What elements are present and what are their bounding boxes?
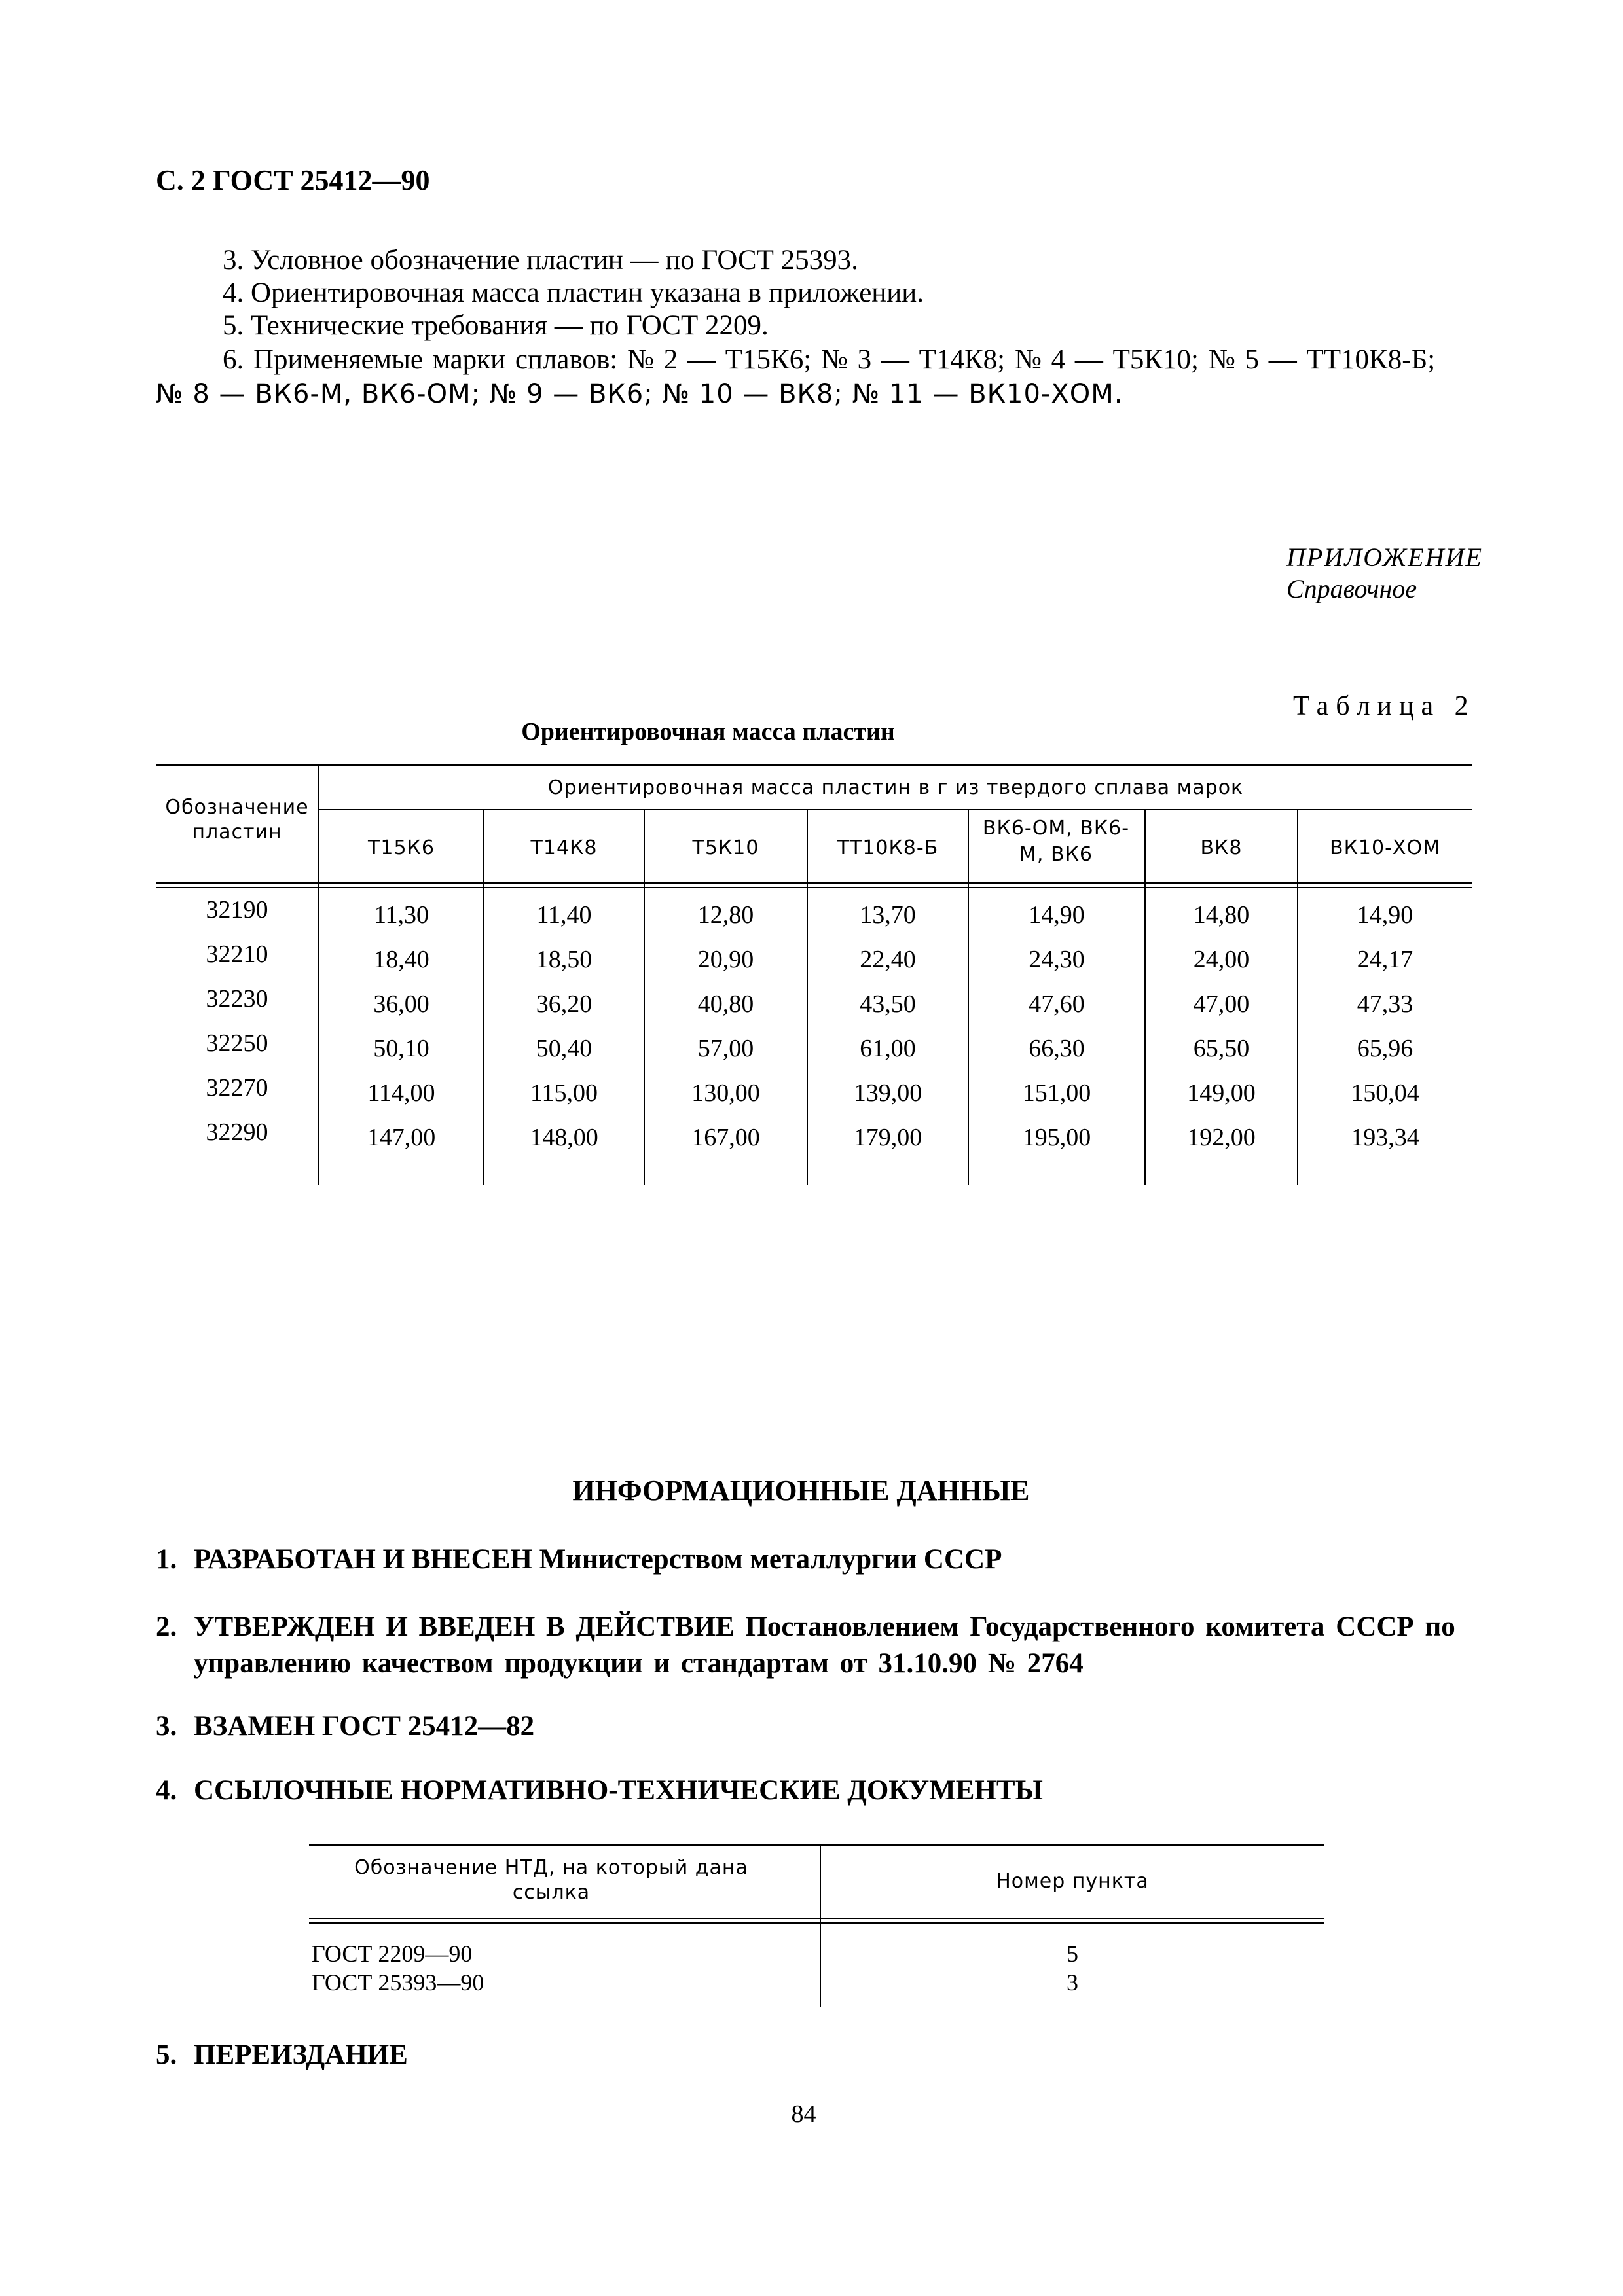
ntd-header-rule-1	[309, 1918, 1324, 1919]
info-title-text: ИНФОРМАЦИОННЫЕ ДАННЫЕ	[572, 1475, 1030, 1507]
table-cell-mass: 130,00	[691, 1079, 760, 1107]
clause-5: 5. Технические требования — по ГОСТ 2209.	[223, 310, 769, 341]
info-item-number: 2.	[156, 1611, 177, 1642]
table-cell-mass: 139,00	[853, 1079, 922, 1107]
table-cell-mass: 36,20	[536, 990, 593, 1018]
ntd-row-document: ГОСТ 2209—90	[312, 1941, 473, 1967]
table-cell-mass: 14,80	[1193, 901, 1250, 929]
table-label: Таблица 2	[1293, 691, 1476, 721]
table-cell-mass: 179,00	[853, 1124, 922, 1151]
table-cell-mass: 24,30	[1029, 946, 1085, 973]
table-cell-mass: 24,17	[1357, 946, 1413, 973]
table-cell-mass: 65,50	[1193, 1035, 1250, 1062]
info-item-text: ВЗАМЕН ГОСТ 25412—82	[194, 1711, 535, 1742]
col-header-t5k10: Т5К10	[692, 836, 759, 859]
table-cell-mass: 18,40	[373, 946, 429, 973]
table-cell-mass: 115,00	[530, 1079, 598, 1107]
table-cell-mass: 11,30	[373, 901, 429, 929]
table-cell-mass: 43,50	[860, 990, 916, 1018]
table-cell-mass: 11,40	[536, 901, 592, 929]
info-item-number: 1.	[156, 1544, 177, 1575]
table-cell-mass: 47,60	[1029, 990, 1085, 1018]
col-header-t15k6: Т15К6	[368, 836, 435, 859]
table-cell-mass: 147,00	[367, 1124, 436, 1151]
info-item-text: ПЕРЕИЗДАНИЕ	[194, 2039, 408, 2070]
table-row-designation: 32270	[206, 1074, 268, 1102]
table-row-designation: 32250	[206, 1030, 268, 1057]
col-header-t14k8: Т14К8	[530, 836, 598, 859]
table-cell-mass: 150,04	[1351, 1079, 1419, 1107]
clause-6-line-2: № 8 — ВК6-М, ВК6-ОМ; № 9 — ВК6; № 10 — ВК8; № 11 — ВК10-ХОМ.	[156, 379, 1123, 409]
table-cell-mass: 57,00	[697, 1035, 754, 1062]
ntd-header-rule-2	[309, 1922, 1324, 1924]
table-row-designation: 32230	[206, 985, 268, 1013]
table-caption	[0, 717, 1623, 746]
ntd-row-clause: 3	[1067, 1969, 1078, 1996]
table-cell-mass: 193,34	[1351, 1124, 1419, 1151]
table-cell-mass: 151,00	[1022, 1079, 1091, 1107]
col-divider	[318, 764, 319, 1185]
info-title	[0, 1474, 1623, 1507]
table-caption-text: Ориентировочная масса пластин	[521, 718, 895, 745]
table-cell-mass: 149,00	[1187, 1079, 1256, 1107]
table-cell-mass: 18,50	[536, 946, 593, 973]
ntd-col-header-document: Обозначение НТД, на который дана ссылка	[354, 1856, 748, 1904]
table-cell-mass: 61,00	[860, 1035, 916, 1062]
table-cell-mass: 192,00	[1187, 1124, 1256, 1151]
table-cell-mass: 24,00	[1193, 946, 1250, 973]
info-item-text: ССЫЛОЧНЫЕ НОРМАТИВНО-ТЕХНИЧЕСКИЕ ДОКУМЕНТЫ	[194, 1775, 1043, 1806]
table-cell-mass: 40,80	[697, 990, 754, 1018]
info-item-text: УТВЕРЖДЕН И ВВЕДЕН В ДЕЙСТВИЕ Постановлением Государственного комитета СССР по управлению качеством продукции и стандартам от 31.10.90 № 2764	[194, 1611, 1455, 1679]
appendix-title: ПРИЛОЖЕНИЕ	[1286, 543, 1483, 572]
clause-6-line-1: 6. Применяемые марки сплавов: № 2 — Т15К6; № 3 — Т14К8; № 4 — Т5К10; № 5 — ТТ10К8-Б;	[223, 344, 1436, 375]
clause-4: 4. Ориентировочная масса пластин указана в приложении.	[223, 278, 924, 308]
appendix-subtitle: Справочное	[1286, 574, 1417, 603]
document-header: С. 2 ГОСТ 25412—90	[156, 164, 430, 196]
info-item-text: РАЗРАБОТАН И ВНЕСЕН Министерством металлургии СССР	[194, 1544, 1002, 1575]
table-row-designation: 32290	[206, 1119, 268, 1146]
group-header-rule	[319, 809, 1472, 810]
table-row-designation: 32190	[206, 896, 268, 924]
info-item-number: 3.	[156, 1711, 177, 1742]
table-cell-mass: 148,00	[530, 1124, 598, 1151]
header-rule-2	[156, 887, 1472, 888]
col-header-vk8: ВК8	[1200, 836, 1243, 859]
col-header-designation: Обозначение пластин	[165, 796, 309, 844]
table-cell-mass: 36,00	[373, 990, 429, 1018]
table-cell-mass: 20,90	[697, 946, 754, 973]
table-cell-mass: 14,90	[1357, 901, 1413, 929]
group-header: Ориентировочная масса пластин в г из твердого сплава марок	[547, 776, 1244, 799]
table-cell-mass: 167,00	[691, 1124, 760, 1151]
table-row-designation: 32210	[206, 941, 268, 968]
col-header-tt10k8b: ТТ10К8-Б	[837, 836, 939, 859]
table-top-rule	[156, 764, 1472, 766]
table-cell-mass: 114,00	[367, 1079, 435, 1107]
table-cell-mass: 50,40	[536, 1035, 593, 1062]
clause-3: 3. Условное обозначение пластин — по ГОСТ 25393.	[223, 245, 858, 276]
table-cell-mass: 14,90	[1029, 901, 1085, 929]
info-item-number: 4.	[156, 1775, 177, 1806]
table-cell-mass: 13,70	[860, 901, 916, 929]
table-cell-mass: 50,10	[373, 1035, 429, 1062]
table-cell-mass: 12,80	[697, 901, 754, 929]
header-rule-1	[156, 882, 1472, 884]
ntd-table	[309, 1844, 1324, 2007]
page-number-text: 84	[791, 2100, 816, 2128]
table-cell-mass: 195,00	[1022, 1124, 1091, 1151]
table-cell-mass: 66,30	[1029, 1035, 1085, 1062]
ntd-row-clause: 5	[1067, 1941, 1078, 1967]
col-header-vk10hom: ВК10-ХОМ	[1330, 836, 1440, 859]
table-cell-mass: 22,40	[860, 946, 916, 973]
table-cell-mass: 65,96	[1357, 1035, 1413, 1062]
info-item-number: 5.	[156, 2039, 177, 2070]
table-cell-mass: 47,00	[1193, 990, 1250, 1018]
ntd-row-document: ГОСТ 25393—90	[312, 1969, 484, 1996]
ntd-top-rule	[309, 1844, 1324, 1846]
table-cell-mass: 47,33	[1357, 990, 1413, 1018]
ntd-col-header-clause: Номер пункта	[996, 1870, 1149, 1893]
page-number	[0, 2100, 1623, 2128]
col-header-vk6: ВК6-ОМ, ВК6-М, ВК6	[982, 817, 1130, 866]
